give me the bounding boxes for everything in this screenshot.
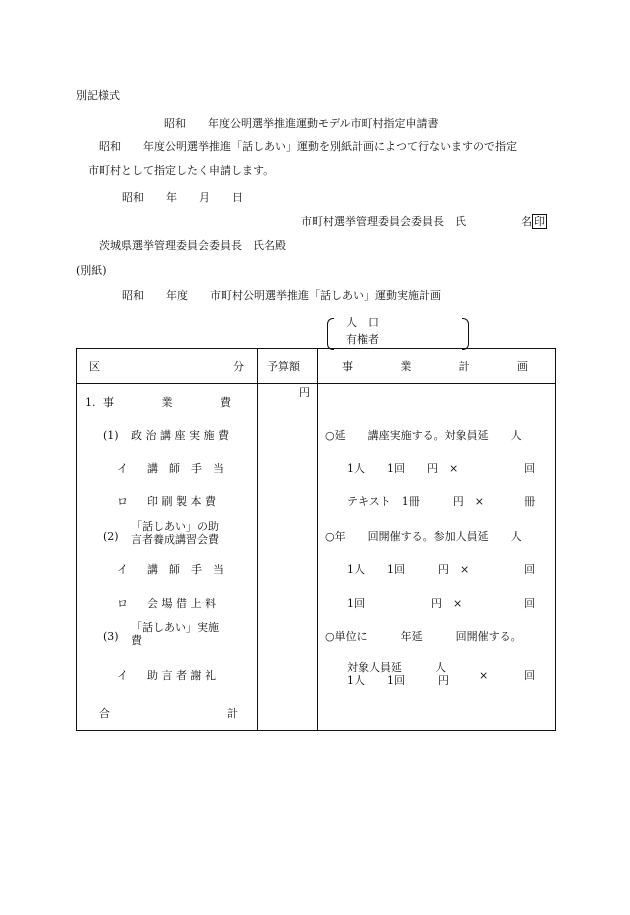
row9-plan-line1: 対象人員延 人 <box>347 661 446 674</box>
total-left: 合 <box>99 707 110 720</box>
voters-label: 有権者 <box>346 333 379 346</box>
row6-kana: イ <box>117 563 128 576</box>
document-title: 昭和 年度公明選挙推進運動モデル市町村指定申請書 <box>164 117 439 130</box>
row5-plan: ○年 回開催する。参加人員延 人 <box>325 530 522 543</box>
row4-unit: 冊 <box>524 495 535 508</box>
bracket-left <box>327 318 334 350</box>
row6-unit: 回 <box>524 563 535 576</box>
total-right: 計 <box>227 707 238 720</box>
population-label: 人 口 <box>346 316 379 329</box>
applicant-text: 市町村選挙管理委員会委員長 氏 名 <box>301 215 532 228</box>
body-line-2: 市町村として指定したく申請します。 <box>88 164 275 177</box>
bracket-right <box>462 318 469 350</box>
col-divider-1 <box>257 349 258 730</box>
col-divider-2 <box>317 349 318 730</box>
row8-number: (3) <box>103 630 119 643</box>
row5-name-line2: 言者養成講習会費 <box>131 533 219 546</box>
row7-plan: 1回 円 × <box>347 597 463 610</box>
row9-name: 助 言 者 謝 礼 <box>147 669 216 682</box>
row9-kana: イ <box>117 669 128 682</box>
row8-plan: ○単位に 年延 回開催する。 <box>325 630 522 643</box>
row2-number: (1) <box>103 429 119 442</box>
header-col1-left: 区 <box>89 360 100 373</box>
row8-name-line1: 「話しあい」実施 <box>131 621 219 634</box>
header-budget: 予算額 <box>267 360 300 373</box>
row5-name-line1: 「話しあい」の助 <box>131 520 219 533</box>
row7-unit: 回 <box>524 597 535 610</box>
date-line: 昭和 年 月 日 <box>122 191 243 204</box>
yen-unit: 円 <box>299 386 310 399</box>
form-label: 別記様式 <box>76 89 120 102</box>
row9-times: × <box>479 669 489 682</box>
row7-name: 会 場 借 上 料 <box>147 597 216 610</box>
row1-number: 1. <box>85 396 96 409</box>
addressee-line: 茨城県選挙管理委員会委員長 氏名殿 <box>99 239 286 252</box>
row8-name-line2: 費 <box>131 634 142 647</box>
applicant-line <box>301 214 547 229</box>
row3-kana: イ <box>117 462 128 475</box>
attachment-label: (別紙) <box>76 264 107 277</box>
header-plan-kei: 計 <box>458 360 470 373</box>
row3-unit: 回 <box>524 462 535 475</box>
row1-char-2: 業 <box>161 396 173 409</box>
row2-name: 政 治 講 座 実 施 費 <box>131 429 229 442</box>
row2-plan: ○延 講座実施する。対象員延 人 <box>325 429 522 442</box>
row6-plan: 1人 1回 円 × <box>347 563 470 576</box>
body-line-1: 昭和 年度公明選挙推進「話しあい」運動を別紙計画によつて行ないますので指定 <box>99 140 517 153</box>
row1-name <box>103 396 231 410</box>
row1-char-3: 費 <box>220 396 231 409</box>
attachment-title: 昭和 年度 市町村公明選挙推進「話しあい」運動実施計画 <box>122 289 441 302</box>
row4-plan: テキスト 1冊 円 × <box>347 495 484 508</box>
header-divider <box>77 383 555 384</box>
header-plan-ji: 事 <box>342 360 353 373</box>
row7-kana: ロ <box>117 597 128 610</box>
header-plan-kaku: 画 <box>516 360 528 373</box>
row3-name: 講 師 手 当 <box>147 462 224 475</box>
row4-kana: ロ <box>117 495 128 508</box>
row4-name: 印 刷 製 本 費 <box>147 495 216 508</box>
row6-name: 講 師 手 当 <box>147 563 224 576</box>
row1-char-1: 事 <box>103 396 114 409</box>
header-col1-right: 分 <box>233 360 244 373</box>
row9-unit: 回 <box>524 669 535 682</box>
plan-table <box>76 348 556 731</box>
row5-number: (2) <box>103 530 119 543</box>
header-plan-gyo: 業 <box>400 360 412 373</box>
row3-plan: 1人 1回 円 × <box>347 462 459 475</box>
header-plan <box>342 360 528 374</box>
seal-mark: 印 <box>534 215 545 228</box>
row9-plan-line2: 1人 1回 円 <box>347 674 449 687</box>
